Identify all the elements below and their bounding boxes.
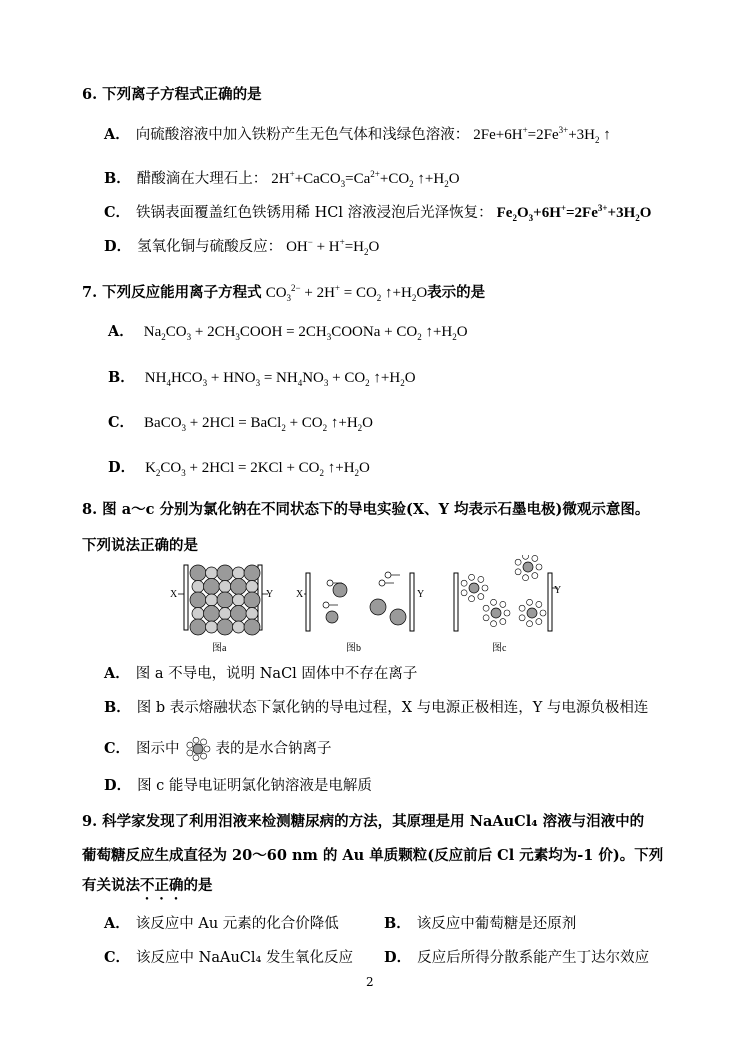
sodium-ion (219, 608, 231, 620)
water-molecule (186, 750, 192, 756)
water-molecule (500, 619, 506, 625)
ion (390, 609, 406, 625)
option-label: A． (104, 915, 130, 932)
water-molecule (478, 576, 484, 582)
figure-a-caption: 图a (212, 643, 227, 654)
q8-option-c (104, 736, 332, 762)
equation: BaCO$_3$ + 2HCl = BaCl$_2$ + $CO_2$ $↑+H_2O$ (144, 415, 373, 433)
water-molecule (483, 605, 489, 611)
water-molecule (204, 746, 210, 752)
stem-text: 的是 (183, 877, 213, 894)
option-text: 该反应中葡萄糖是还原剂 (416, 916, 577, 932)
option-text: 氢氧化铜与硫酸反应： (137, 239, 283, 255)
q9-option-c (104, 948, 353, 968)
water-molecule (536, 619, 542, 625)
water-molecule (515, 569, 521, 575)
electrode-x (184, 565, 188, 630)
chloride-ion (244, 592, 260, 608)
q7-option-c (108, 413, 373, 438)
stem-text: 表示的是 (427, 284, 486, 301)
option-text: 图示中 (136, 741, 180, 757)
chloride-ion (190, 565, 206, 581)
option-label: D． (104, 777, 132, 794)
chloride-ion (190, 619, 206, 635)
q7-stem (82, 278, 485, 308)
option-label: C． (104, 740, 131, 757)
equation: $Na_2CO_3$ + $2CH_3COOH$ = $2CH_3COONa + CO_2$ $↑+H_2O$ (143, 324, 468, 342)
q9-stem-line3 (82, 876, 213, 903)
hydrated-ions (461, 555, 546, 627)
option-label: D． (384, 949, 412, 966)
option-text: 醋酸滴在大理石上： (136, 171, 268, 187)
nacl-conduction-figure (160, 555, 590, 655)
option-label: C． (104, 204, 131, 221)
chloride-ion (217, 592, 233, 608)
sodium-ion (206, 567, 218, 579)
equation: $Fe_2O_3+6H^+=2Fe^{3+}+3H_2O$ (496, 203, 652, 223)
water-molecule (523, 575, 529, 581)
emphasized-text: 不正确 (140, 877, 184, 894)
water-molecule (500, 601, 506, 607)
water-molecule (186, 742, 192, 748)
chloride-ion (231, 579, 247, 595)
water-molecule (536, 564, 542, 570)
equation: $2Fe+6H^+=2Fe^{3+}+3H_2$ ↑ (473, 125, 611, 145)
sodium-ion (192, 581, 204, 593)
chloride-ion (190, 592, 206, 608)
ion (370, 599, 386, 615)
sodium-ion (206, 594, 218, 606)
figure-b (296, 572, 424, 654)
chloride-ion (244, 619, 260, 635)
option-text: 该反应中 Au 元素的化合价降低 (135, 916, 339, 932)
hydrated-ion-icon (181, 736, 215, 762)
option-label: C． (104, 949, 131, 966)
option-text: 图 b 表示熔融状态下氯化钠的导电过程，X 与电源正极相连，Y 与电源负极相连 (136, 700, 649, 716)
q6-option-c (104, 198, 651, 228)
q6-option-d (104, 232, 379, 262)
water-molecule (504, 610, 510, 616)
water-molecule (469, 596, 475, 602)
electrode-y (548, 573, 552, 631)
electrode-x-label: X (296, 589, 304, 600)
water-molecule (200, 753, 206, 759)
water-molecule (193, 737, 199, 743)
option-label: A． (104, 665, 130, 682)
option-label: A． (104, 126, 130, 143)
equation: $OH^- + H^+=H_2O$ (286, 237, 380, 257)
sodium-ion (233, 567, 245, 579)
chloride-ion (204, 606, 220, 622)
equation: $2H^++CaCO_3=Ca^{2+}+CO_2$ $↑+H_2O$ (271, 169, 460, 189)
sodium-ion (246, 581, 258, 593)
option-text: 向硫酸溶液中加入铁粉产生无色气体和浅绿色溶液： (135, 127, 470, 143)
q7-option-b (108, 368, 416, 393)
option-label: D． (104, 238, 132, 255)
water-molecule (483, 615, 489, 621)
ion-core (469, 583, 479, 593)
sodium-ion (219, 581, 231, 593)
water-molecule (519, 615, 525, 621)
page-number: 2 (366, 975, 374, 989)
water-molecule (532, 555, 538, 561)
stem-text: 7. 下列反应能用离子方程式 (82, 284, 262, 301)
ion-small (385, 572, 391, 578)
option-label: C． (108, 414, 135, 431)
q7-option-d (108, 458, 370, 483)
electrode-x (306, 573, 310, 631)
ion-core (527, 608, 537, 618)
ion (326, 611, 338, 623)
figure-b-caption: 图b (346, 643, 361, 654)
electrode-y-label: Y (266, 589, 274, 600)
option-label: B． (104, 699, 131, 716)
equation: $K_2CO_3 + 2HCl = 2KCl + CO_2$ $↑+H_2O$ (145, 460, 370, 478)
option-label: B． (384, 915, 411, 932)
q9-option-b (384, 914, 576, 934)
electrode-y-label: Y (554, 585, 562, 596)
water-molecule (536, 601, 542, 607)
electrode-y-label: Y (417, 589, 425, 600)
water-molecule (527, 621, 533, 627)
q7-option-a (108, 322, 468, 347)
water-molecule (519, 605, 525, 611)
sodium-ion (206, 621, 218, 633)
ion-small (327, 580, 333, 586)
option-label: D． (108, 459, 136, 476)
figure-c (454, 555, 561, 654)
water-molecule (461, 580, 467, 586)
option-label: A． (108, 323, 134, 340)
q9-stem-line1: 9. 科学家发现了利用泪液来检测糖尿病的方法，其原理是用 NaAuCl₄ 溶液与泪液中的 (82, 813, 645, 830)
q9-option-d (384, 948, 649, 968)
q6-option-b (104, 164, 460, 194)
option-text: 该反应中 NaAuCl₄ 发生氧化反应 (136, 950, 353, 966)
water-molecule (461, 590, 467, 596)
chloride-ion (231, 606, 247, 622)
equation: $CO_3^{2-} + 2H^+ = CO_2$ $↑+H_2O$ (265, 283, 428, 303)
chloride-ion (217, 619, 233, 635)
electrode-x (454, 573, 458, 631)
q9-stem-line2: 葡萄糖反应生成直径为 20～60 nm 的 Au 单质颗粒(反应前后 Cl 元素均为-1 价)。下列 (82, 847, 664, 864)
ion-core (523, 562, 533, 572)
water-molecule (482, 585, 488, 591)
q6-option-a (104, 120, 611, 150)
sodium-ion (233, 594, 245, 606)
ion (333, 583, 347, 597)
ion-core (193, 744, 203, 754)
sodium-ion (246, 608, 258, 620)
sodium-ion (192, 608, 204, 620)
option-text: 图 c 能导电证明氯化钠溶液是电解质 (137, 778, 372, 794)
ion-small (379, 580, 385, 586)
equation: $NH_4HCO_3 + HNO_3 = NH_4NO_3 + CO_2$ $↑+H_2O$ (144, 370, 416, 388)
water-molecule (491, 599, 497, 605)
option-text: 表的是水合钠离子 (215, 741, 332, 757)
molten-ions (323, 572, 406, 625)
water-molecule (491, 621, 497, 627)
stem-text: 有关说法 (82, 877, 140, 894)
chloride-ion (244, 565, 260, 581)
water-molecule (515, 559, 521, 565)
q8-option-a (104, 664, 417, 684)
q9-option-a (104, 914, 339, 934)
water-molecule (540, 610, 546, 616)
water-molecule (523, 555, 529, 559)
q8-stem-line1: 8. 图 a～c 分别为氯化钠在不同状态下的导电实验(X、Y 均表示石墨电极)微观示意图。 (82, 501, 650, 518)
water-molecule (478, 594, 484, 600)
figure-a (170, 565, 273, 654)
figure-c-caption: 图c (492, 643, 507, 654)
chloride-ion (217, 565, 233, 581)
water-molecule (532, 573, 538, 579)
chloride-ion (204, 579, 220, 595)
water-molecule (200, 739, 206, 745)
option-label: B． (108, 369, 135, 386)
ion-core (491, 608, 501, 618)
q8-option-b (104, 698, 648, 718)
electrode-x-label: X (170, 589, 178, 600)
option-text: 图 a 不导电，说明 NaCl 固体中不存在离子 (135, 666, 418, 682)
q6-stem: 6. 下列离子方程式正确的是 (82, 86, 262, 103)
water-molecule (469, 574, 475, 580)
electrode-y (410, 573, 414, 631)
ion-small (323, 602, 329, 608)
q8-stem-line2: 下列说法正确的是 (82, 537, 198, 554)
water-molecule (193, 755, 199, 761)
ion-lattice (190, 565, 260, 635)
sodium-ion (233, 621, 245, 633)
water-molecule (527, 599, 533, 605)
option-text: 铁锅表面覆盖红色铁锈用稀 HCl 溶液浸泡后光泽恢复： (136, 205, 493, 221)
q8-option-d (104, 776, 372, 796)
option-text: 反应后所得分散系能产生丁达尔效应 (417, 950, 650, 966)
option-label: B． (104, 170, 131, 187)
